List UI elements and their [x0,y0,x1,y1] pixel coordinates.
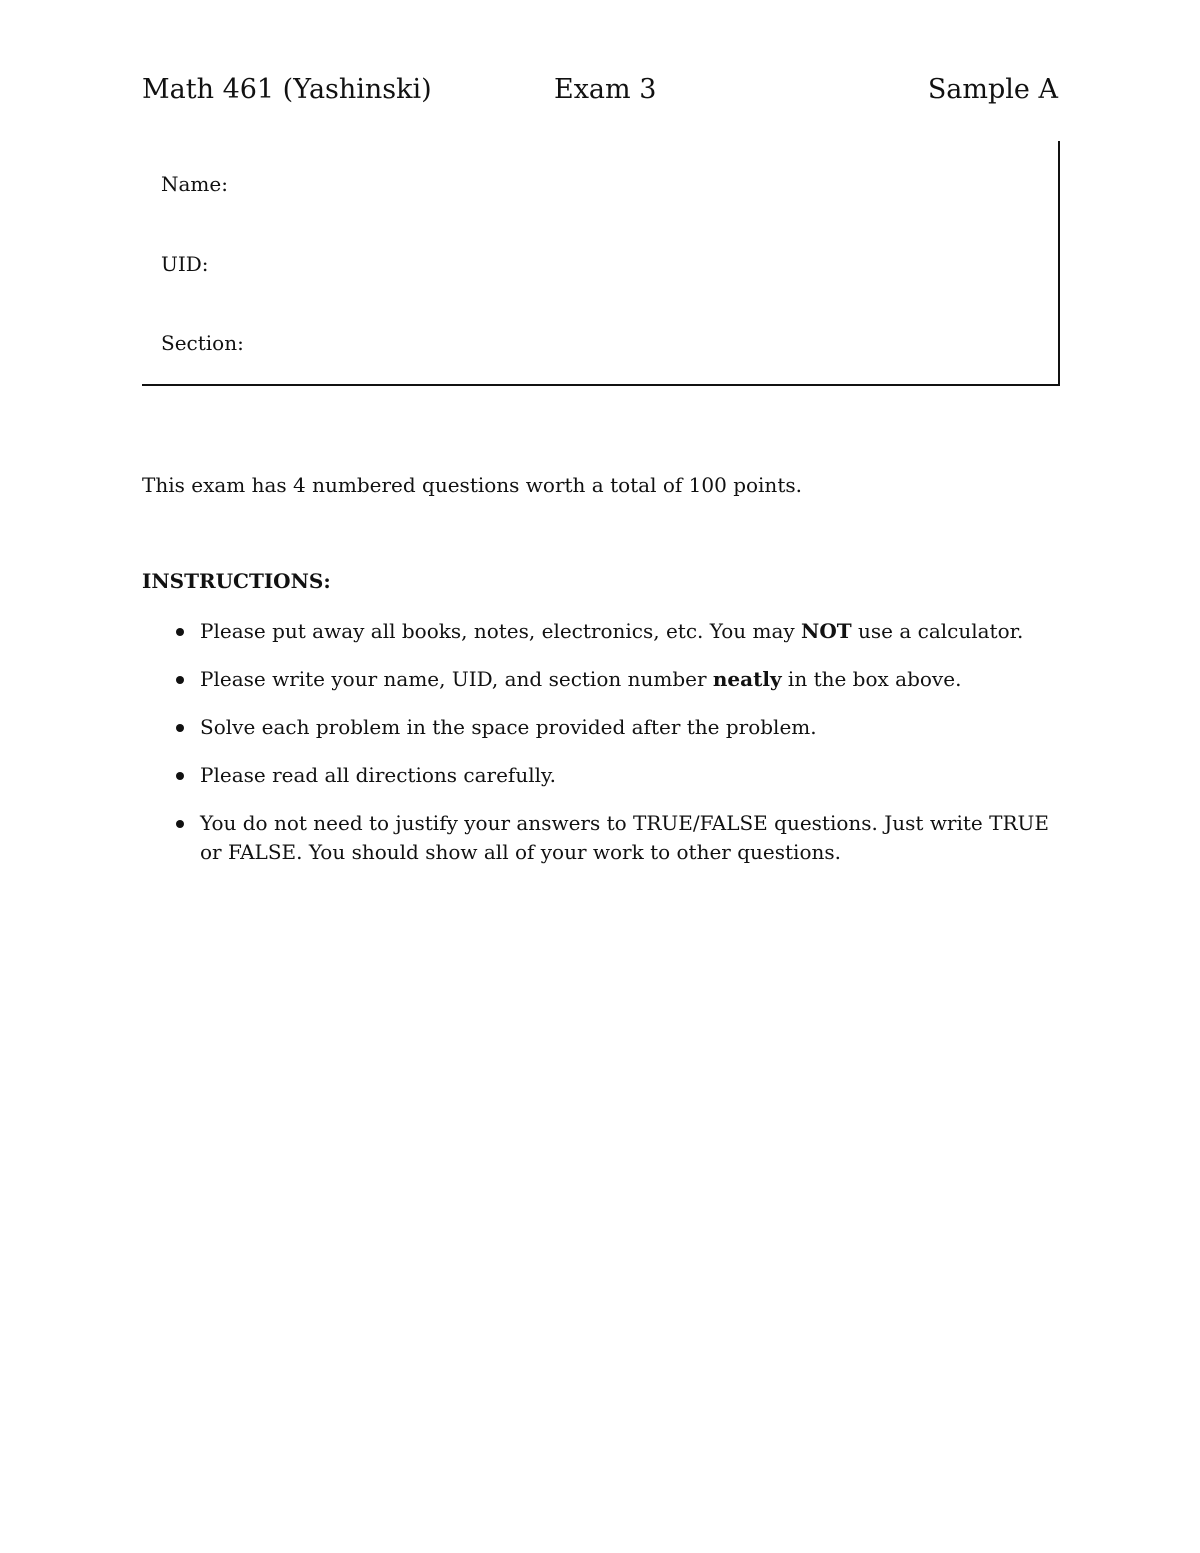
bullet-icon [176,628,184,636]
course-title: Math 461 (Yashinski) [142,74,432,105]
bullet-icon [176,772,184,780]
sample-label: Sample A [927,74,1058,105]
instruction-item [142,665,1062,694]
bullet-icon [176,820,184,828]
instructions-heading: INSTRUCTIONS: [142,569,331,593]
bullet-icon [176,724,184,732]
instruction-text: in the box above. [781,667,962,691]
exam-header [142,74,1058,114]
instruction-text: Please read all directions carefully. [200,763,556,787]
instruction-text: Please write your name, UID, and section number [200,667,713,691]
instruction-emphasis: NOT [801,619,852,643]
instruction-text: Please put away all books, notes, electronics, etc. You may [200,619,802,643]
instruction-item [142,809,1062,867]
student-info-box [142,141,1060,386]
instruction-text: Solve each problem in the space provided after the problem. [200,715,817,739]
instruction-text: You do not need to justify your answers to TRUE/FALSE questions. Just write TRUE or FALSE. You should show all of your work to other questions. [200,811,1049,864]
section-field-label: Section: [161,331,244,355]
instruction-item [142,761,1062,790]
instruction-item [142,713,1062,742]
name-field-label: Name: [161,172,228,196]
exam-summary: This exam has 4 numbered questions worth a total of 100 points. [142,473,802,497]
instruction-emphasis: neatly [712,667,782,691]
instruction-item [142,617,1062,646]
instructions-list [142,617,1062,886]
instruction-text: use a calculator. [851,619,1024,643]
exam-title: Exam 3 [554,74,657,105]
bullet-icon [176,676,184,684]
uid-field-label: UID: [161,252,209,276]
